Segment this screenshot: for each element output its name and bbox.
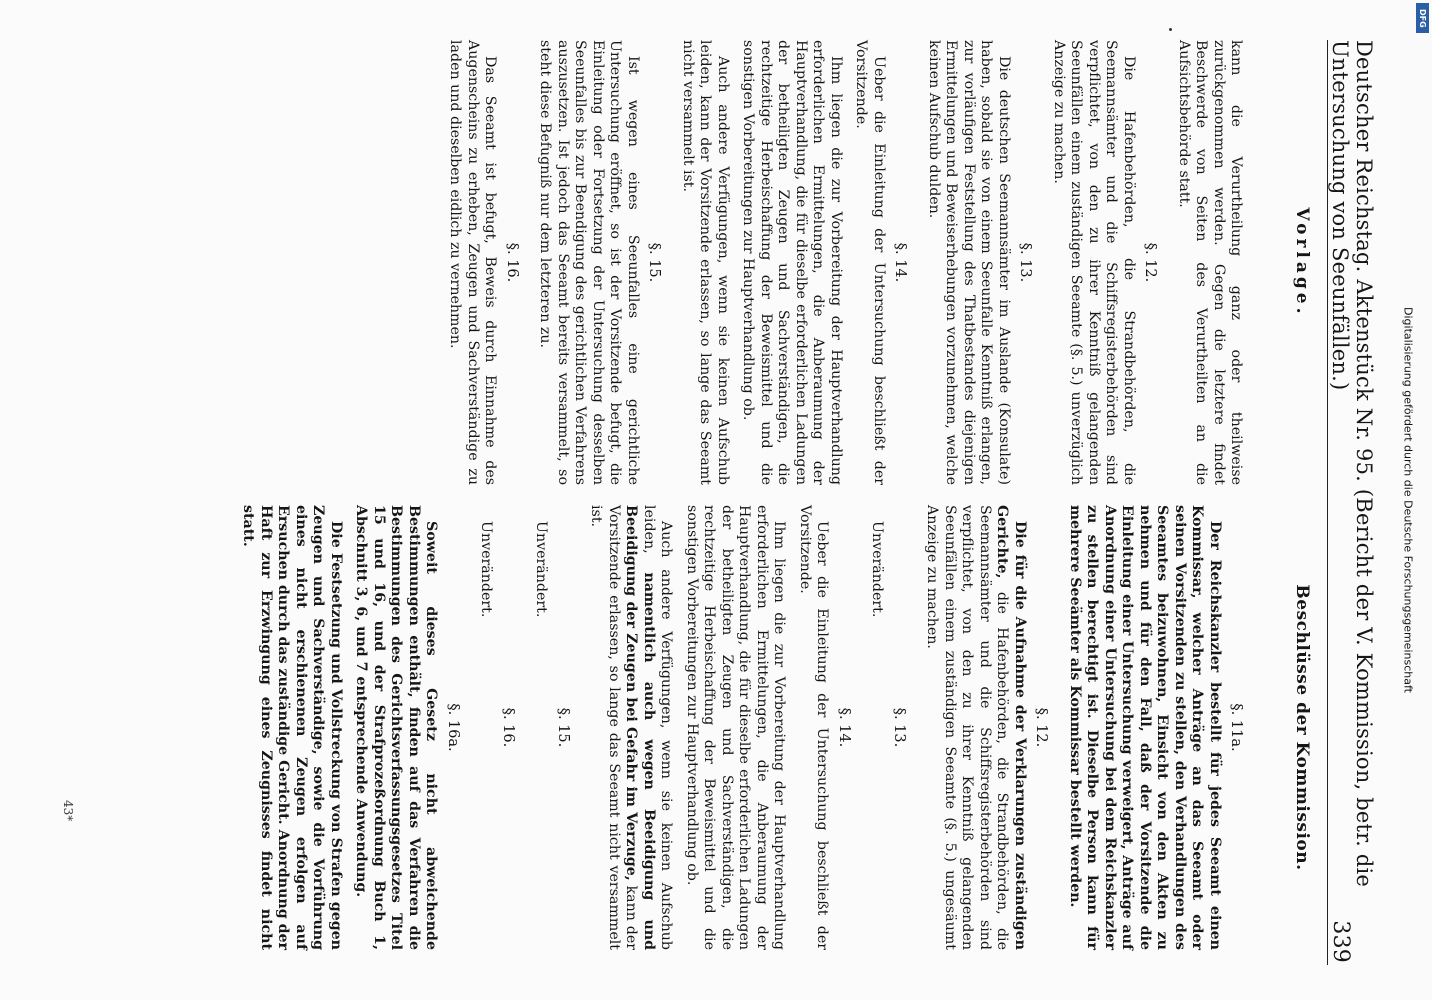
section-text: Ueber die Einleitung der Untersuchung beschließt der Vorsitzende. bbox=[853, 40, 887, 485]
running-header bbox=[1327, 40, 1376, 965]
left-column-vorlage bbox=[438, 40, 1310, 485]
section-text: Auch andere Verfügungen, wenn sie keinen Aufschub leiden, kann der Vorsitzende erlassen, so lange das Seeamt nicht versammelt ist. bbox=[680, 40, 731, 485]
section-heading: §. 12. bbox=[1033, 707, 1050, 748]
section-text bbox=[923, 505, 1028, 950]
section-text: Ueber die Einleitung der Untersuchung beschließt der Vorsitzende. bbox=[797, 505, 831, 950]
section-text: Soweit dieses Gesetz nicht abweichende Bestimmungen enthält, finden auf das Verfahren die Bestimmungen des Gerichtsverfassungsgesetzes Titel 15 und 16, und der Strafprozeßordnung Buch 1, Abschnitt 3, 6, und 7 entsprechende Anwendung. bbox=[353, 505, 440, 950]
section-text: Unverändert. bbox=[869, 521, 886, 618]
section-text: Das Seeamt ist befugt, Beweis durch Einnahme des Augenscheins zu erheben, Zeugen und Sachverständige zu laden und dieselben eidlich zu vernehmen. bbox=[447, 40, 499, 485]
section-text: Ihm liegen die zur Vorbereitung der Hauptverhandlung erforderlichen Ermittelungen, die Anberaumung der Hauptverhandlung, die für dieselbe erforderlichen Ladungen der betheiligten Zeugen und Sachverständigen, die rechtzeitige Herbeischaffung der Beweismittel und die sonstigen Vorbereitungen zur Hauptverhandlung ob. bbox=[684, 505, 788, 950]
left-column-title: Vorlage. bbox=[1292, 207, 1312, 318]
section-text-rest: die Hafenbehörden, die Strandbehörden, die Seemannsämter und die Schiffsregisterbehörden sind verpflichtet, von den zu ihrer Kenntniß gelangenden Seeunfällen einem zuständigen Seeamte (§. 5.) ungesäumt Anzeige zu machen. bbox=[924, 505, 1011, 950]
right-column-title: Beschlüsse der Kommission. bbox=[1292, 584, 1312, 871]
sheet-number: 43* bbox=[61, 800, 75, 822]
running-title: Deutscher Reichstag. Aktenstück Nr. 95. (Bericht der V. Kommission, betr. die Untersuchung von Seeunfällen.) bbox=[1328, 40, 1376, 888]
section-text bbox=[587, 505, 675, 950]
section-text: Ist wegen eines Seeunfalles eine gerichtliche Untersuchung eröffnet, so ist der Vorsitzende befugt, die Einleitung oder Fortsetzung der Untersuchung desselben Seeunfalles bis zur Beendigung des gerichtlichen Verfahrens auszusetzen. Ist jedoch das Seeamt bereits versammelt, so steht diese Befugniß nur dem letzteren zu. bbox=[537, 40, 641, 485]
section-text: Unverändert. bbox=[533, 521, 550, 618]
section-heading: §. 13. bbox=[1017, 242, 1034, 283]
section-text: Die Festsetzung und Vollstreckung von Strafen gegen Zeugen und Sachverständige, sowie die Vorführung eines nicht erschienenen Zeugen erfolgen auf Ersuchen durch das zuständige Gericht. Anordnung der Haft zur Erzwingung eines Zeugnisses findet nicht statt. bbox=[240, 505, 344, 950]
section-heading: §. 16. bbox=[500, 707, 516, 748]
section-heading: §. 16a. bbox=[445, 703, 461, 752]
emphasized-text: Die für die Aufnahme der Verklarungen zuständigen Gerichte, bbox=[994, 505, 1028, 950]
section-text: Unverändert. bbox=[478, 521, 495, 618]
section-heading: §. 15. bbox=[555, 707, 571, 748]
section-heading: §. 13. bbox=[891, 707, 907, 748]
emphasized-text: namentlich auch wegen Beeidigung und Beeidigung der Zeugen bei Gefahr im Verzuge, bbox=[623, 505, 657, 950]
section-heading: §. 15. bbox=[646, 242, 663, 283]
section-text: Ihm liegen die zur Vorbereitung der Hauptverhandlung erforderlichen Ermittelungen, die Anberaumung der Hauptverhandlung, die für dieselbe erforderlichen Ladungen der betheiligten Zeugen und Sachverständigen, die rechtzeitige Herbeischaffung der Beweismittel und die sonstigen Vorbereitungen zur Hauptverhandlung ob. bbox=[740, 40, 844, 485]
dfg-logo: DFG bbox=[1416, 3, 1429, 33]
section-text-part: kann der Vorsitzende erlassen, so lange das Seeamt nicht versammelt ist. bbox=[588, 505, 640, 951]
section-text: Die deutschen Seemannsämter im Auslande (Konsulate) haben, sobald sie von einem Seeunfalle Kenntniß erlangen, zur vorläufigen Feststellung des Thatbestandes diejenigen Ermittelungen und Beweiserhebungen vorzunehmen, welche keinen Aufschub dulden. bbox=[926, 40, 1012, 485]
page-number: 339 bbox=[1328, 920, 1353, 963]
section-heading: §. 14. bbox=[892, 242, 909, 283]
digitization-credit: Digitalisierung gefördert durch die Deutsche Forschungsgemeinschaft bbox=[1401, 307, 1415, 693]
section-text: Der Reichskanzler bestellt für jedes Seeamt einen Kommissar, welcher Anträge an das Seeamt oder seinen Vorsitzenden zu stellen, den Verhandlungen des Seeamtes beizuwohnen, Einsicht von den Akten zu nehmen und für den Fall, daß der Vorsitzende die Einleitung einer Untersuchung verweigert, Anträge auf Anordnung einer Untersuchung bei dem Reichskanzler zu stellen berechtigt ist. Dieselbe Person kann für mehrere Seeämter als Kommissar bestellt werden. bbox=[1067, 505, 1223, 950]
section-heading: §. 12. bbox=[1142, 242, 1159, 283]
section-text-part: Auch andere Verfügungen, wenn sie keinen Aufschub leiden, bbox=[641, 505, 675, 950]
right-column-beschluesse bbox=[231, 505, 1310, 950]
section-text: Die Hafenbehörden, die Strandbehörden, die Seemannsämter und die Schiffsregisterbehörden sind verpflichtet, von den zu ihrer Kenntniß gelangenden Seeunfällen einem zuständigen Seeamte (§. 5.) unverzüglich Anzeige zu machen. bbox=[1051, 40, 1137, 485]
section-heading: §. 14. bbox=[836, 707, 852, 748]
intro-paragraph: kann die Verurtheilung ganz oder theilweise zurückgenommen werden. Gegen die letztere findet Beschwerde von Seiten des Verurtheilten an die Aufsichtsbehörde statt. bbox=[1176, 40, 1245, 485]
section-heading: §. 16. bbox=[504, 242, 520, 283]
section-heading: §. 11a. bbox=[1228, 703, 1245, 752]
scan-speck bbox=[1169, 28, 1172, 31]
